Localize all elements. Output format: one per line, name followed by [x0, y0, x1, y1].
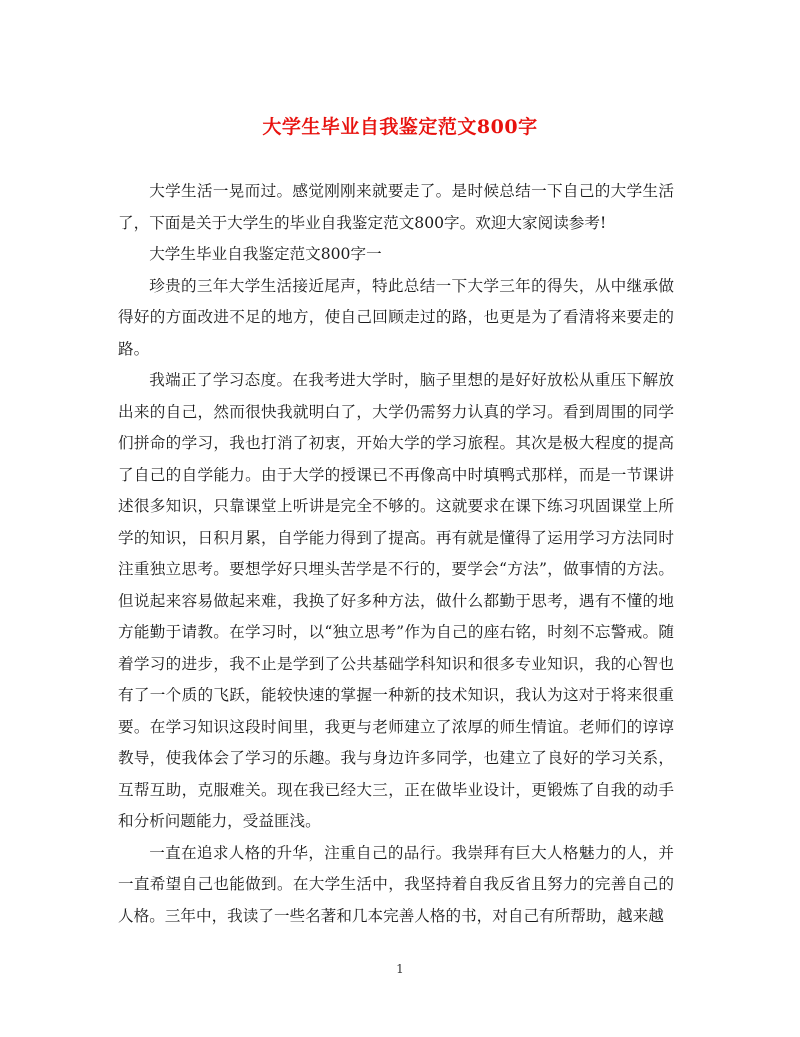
body-paragraph: 一直在追求人格的升华，注重自己的品行。我崇拜有巨大人格魅力的人，并一直希望自己也能做到。在大学生活中，我坚持着自我反省且努力的完善自己的人格。三年中，我读了一些名著和几本完善人格的书，对自己有所帮助，越来越: [118, 843, 674, 925]
body-paragraph: 珍贵的三年大学生活接近尾声，特此总结一下大学三年的得失，从中继承做得好的方面改进不足的地方，使自己回顾走过的路，也更是为了看清将来要走的路。: [118, 276, 674, 358]
body-paragraph: 我端正了学习态度。在我考进大学时，脑子里想的是好好放松从重压下解放出来的自己，然而很快我就明白了，大学仍需努力认真的学习。看到周围的同学们拼命的学习，我也打消了初衷，开始大学的学习旅程。其次是极大程度的提高了自己的自学能力。由于大学的授课已不再像高中时填鸭式那样，而是一节课讲述很多知识，只靠课堂上听讲是完全不够的。这就要求在课下练习巩固课堂上所学的知识，日积月累，自学能力得到了提高。再有就是懂得了运用学习方法同时注重独立思考。要想学好只埋头苦学是不行的，要学会“方法”，做事情的方法。但说起来容易做起来难，我换了好多种方法，做什么都勤于思考，遇有不懂的地方能勤于请教。在学习时，以“独立思考”作为自己的座右铭，时刻不忘警戒。随着学习的进步，我不止是学到了公共基础学科知识和很多专业知识，我的心智也有了一个质的飞跃，能较快速的掌握一种新的技术知识，我认为这对于将来很重要。在学习知识这段时间里，我更与老师建立了浓厚的师生情谊。老师们的谆谆教导，使我体会了学习的乐趣。我与身边许多同学，也建立了良好的学习关系，互帮互助，克服难关。现在我已经大三，正在做毕业设计，更锻炼了自我的动手和分析问题能力，受益匪浅。: [118, 371, 674, 830]
section-heading: 大学生毕业自我鉴定范文800字一: [149, 245, 382, 263]
document-title: 大学生毕业自我鉴定范文800字: [262, 116, 538, 138]
page-number: 1: [396, 962, 404, 976]
document-body: [118, 176, 674, 932]
intro-paragraph: 大学生活一晃而过。感觉刚刚来就要走了。是时候总结一下自己的大学生活了，下面是关于大学生的毕业自我鉴定范文800字。欢迎大家阅读参考!: [118, 182, 674, 232]
